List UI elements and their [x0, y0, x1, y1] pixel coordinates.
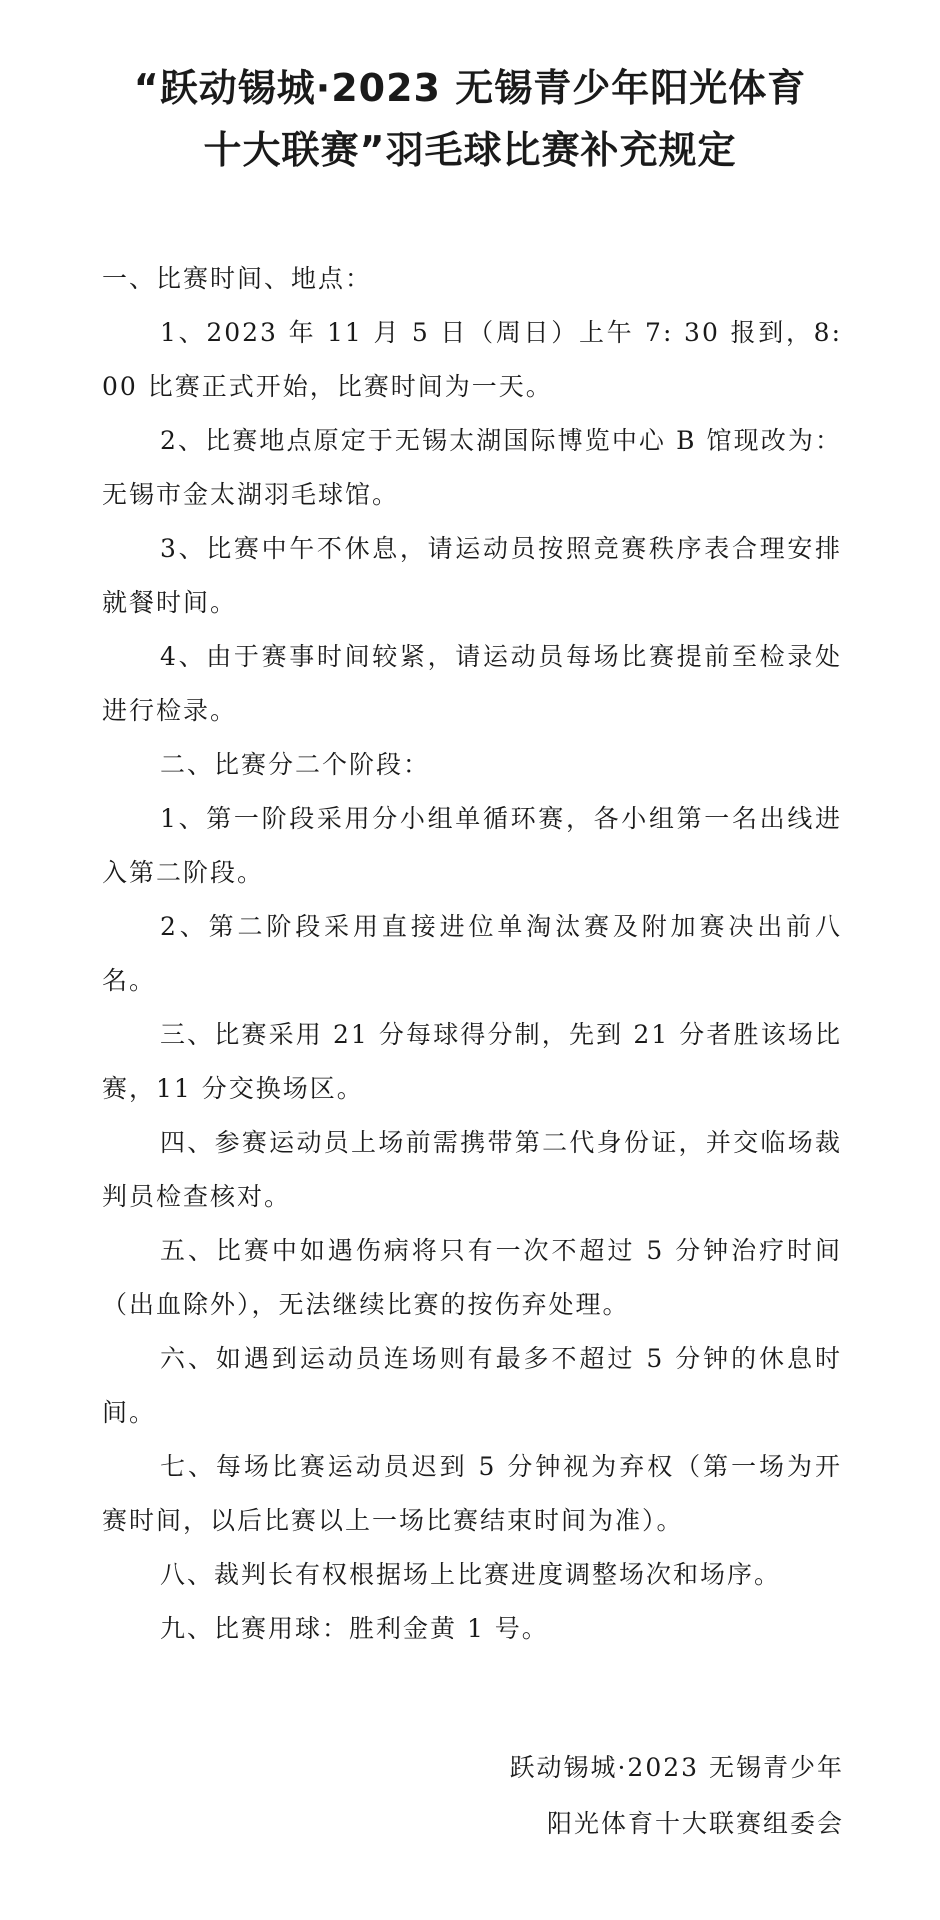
section-heading-stages: 二、比赛分二个阶段：	[160, 750, 431, 779]
paragraph-injury: 五、比赛中如遇伤病将只有一次不超过 5 分钟治疗时间（出血除外），无法继续比赛的按伤弃处理。	[102, 1236, 842, 1319]
paragraph-scoring: 三、比赛采用 21 分每球得分制，先到 21 分者胜该场比赛，11 分交换场区。	[102, 1020, 842, 1103]
signature-line-1: 跃动锡城·2023 无锡青少年	[509, 1753, 844, 1782]
paragraph-checkin: 4、由于赛事时间较紧，请运动员每场比赛提前至检录处进行检录。	[102, 642, 842, 725]
paragraph-time: 1、2023 年 11 月 5 日（周日）上午 7: 30 报到，8: 00 比赛正式开始，比赛时间为一天。	[102, 318, 842, 401]
section-heading-time-venue: 一、比赛时间、地点：	[102, 264, 373, 293]
paragraph-late: 七、每场比赛运动员迟到 5 分钟视为弃权（第一场为开赛时间，以后比赛以上一场比赛结束时间为准）。	[102, 1452, 842, 1535]
document-title-line-2: 十大联赛”羽毛球比赛补充规定	[203, 128, 737, 172]
paragraph-venue: 2、比赛地点原定于无锡太湖国际博览中心 B 馆现改为：无锡市金太湖羽毛球馆。	[102, 426, 842, 509]
document-title-line-1: “跃动锡城·2023 无锡青少年阳光体育	[133, 66, 807, 110]
document-body	[102, 252, 842, 1656]
paragraph-referee: 八、裁判长有权根据场上比赛进度调整场次和场序。	[160, 1560, 782, 1589]
paragraph-stage-one: 1、第一阶段采用分小组单循环赛，各小组第一名出线进入第二阶段。	[102, 804, 842, 887]
signature-line-2: 阳光体育十大联赛组委会	[546, 1809, 844, 1838]
paragraph-stage-two: 2、第二阶段采用直接进位单淘汰赛及附加赛决出前八名。	[102, 912, 842, 995]
paragraph-shuttlecock: 九、比赛用球：胜利金黄 1 号。	[160, 1614, 549, 1643]
paragraph-rest: 六、如遇到运动员连场则有最多不超过 5 分钟的休息时间。	[102, 1344, 842, 1427]
paragraph-lunch: 3、比赛中午不休息，请运动员按照竞赛秩序表合理安排就餐时间。	[102, 534, 842, 617]
paragraph-id-check: 四、参赛运动员上场前需携带第二代身份证，并交临场裁判员检查核对。	[102, 1128, 842, 1211]
signature-block	[509, 1740, 844, 1852]
